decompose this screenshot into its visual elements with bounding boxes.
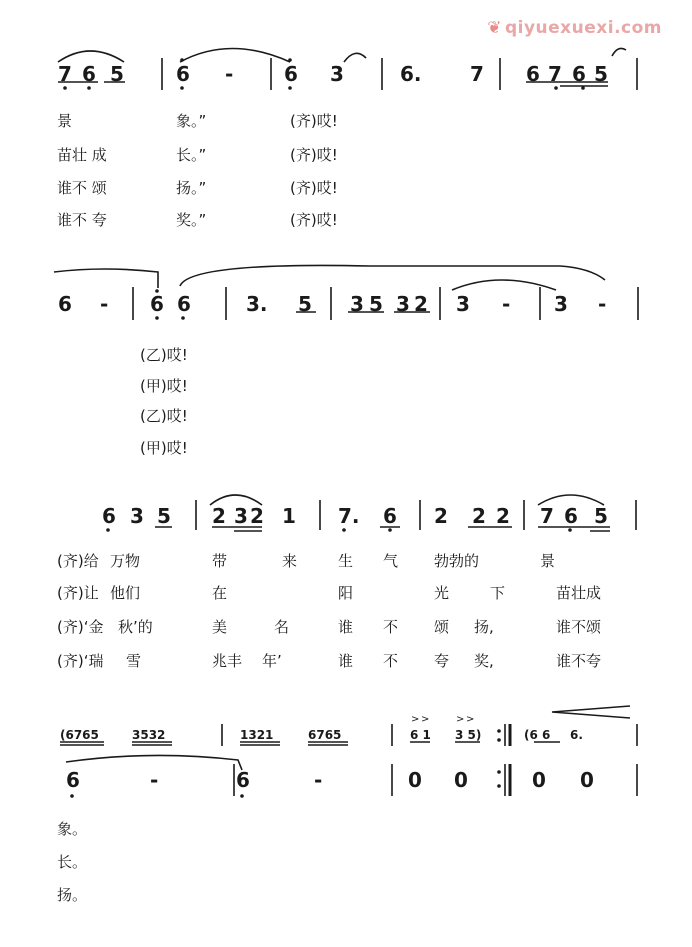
accomp-group: 6. [570, 728, 583, 742]
lyric-line: (甲)哎! [140, 439, 188, 457]
accent-mark: > [466, 714, 475, 725]
note: 7. [338, 504, 360, 528]
note: 5 [298, 292, 312, 316]
accomp-group: (6 6 [524, 728, 551, 742]
note: 0 [454, 768, 468, 792]
lyric: 不 [383, 618, 399, 636]
note: 2 [434, 504, 448, 528]
note: 3 [330, 62, 344, 86]
lyric: 谁不夸 [556, 652, 602, 670]
accomp-group: (6765 [60, 728, 99, 742]
lyric: 阳 [338, 584, 354, 602]
note: 2 [212, 504, 226, 528]
note: - [502, 292, 511, 316]
lyric-b: 长。” [176, 146, 207, 164]
note: - [150, 768, 159, 792]
lyric: 他们 [110, 584, 141, 602]
note: 3 [234, 504, 248, 528]
lyric: 谁 [338, 618, 354, 636]
lyric-a: 苗壮 成 [57, 146, 107, 164]
lyric-c: (齐)哎! [290, 112, 338, 130]
lyric: 来 [282, 552, 298, 570]
lyric: (齐)‘金 [57, 618, 104, 636]
note: 6 [66, 768, 80, 792]
note: 3 [350, 292, 364, 316]
lyric-line: 象。 [57, 820, 88, 838]
lyric: 带 [212, 552, 228, 570]
note: - [314, 768, 323, 792]
lyric: 不 [383, 652, 399, 670]
lyric: 光 [434, 584, 450, 602]
note: 6 [58, 292, 72, 316]
leaf-icon: ❦ [487, 18, 502, 38]
lyric: 名 [274, 618, 290, 636]
note: 6 [102, 504, 116, 528]
lyric: 美 [212, 618, 228, 636]
lyric: 奖, [474, 652, 494, 670]
note: 6 [383, 504, 397, 528]
accomp-group: 1321 [240, 728, 274, 742]
note: 3 [456, 292, 470, 316]
note: 6 [176, 62, 190, 86]
note: 5 [110, 62, 124, 86]
lyric: 扬, [474, 618, 494, 636]
accomp-group: 6765 [308, 728, 342, 742]
note: 6 [177, 292, 191, 316]
note: 7 [548, 62, 562, 86]
note: 7 [58, 62, 72, 86]
lyric: 气 [383, 552, 399, 570]
lyric: 苗壮成 [556, 584, 602, 602]
lyric-b: 象。” [176, 112, 207, 130]
lyric-b: 奖。” [176, 211, 207, 229]
note: 2 [496, 504, 510, 528]
note: 5 [594, 504, 608, 528]
note: 2 [472, 504, 486, 528]
note: 3 [396, 292, 410, 316]
lyric: 万物 [110, 552, 141, 570]
lyric: 夸 [434, 652, 450, 670]
note: 3 [130, 504, 144, 528]
note: - [100, 292, 109, 316]
lyric-c: (齐)哎! [290, 146, 338, 164]
note: - [598, 292, 607, 316]
lyric: 雪 [126, 652, 142, 670]
lyric-a: 谁不 夸 [57, 211, 107, 229]
lyric: (齐)让 [57, 584, 99, 602]
note: 2 [414, 292, 428, 316]
lyric: 景 [540, 552, 556, 570]
lyric: 颂 [434, 618, 450, 636]
note: 6 [572, 62, 586, 86]
note: 2 [250, 504, 264, 528]
note: 6 [564, 504, 578, 528]
note: 7 [470, 62, 484, 86]
note: 7 [540, 504, 554, 528]
note: 3 [554, 292, 568, 316]
lyric: 在 [212, 584, 228, 602]
note: 0 [580, 768, 594, 792]
note: 6. [400, 62, 422, 86]
accent-mark: > [411, 714, 420, 725]
note: 5 [369, 292, 383, 316]
lyric: (齐)‘瑞 [57, 652, 104, 670]
note: 0 [532, 768, 546, 792]
note: 6 [82, 62, 96, 86]
note: 6 [284, 62, 298, 86]
watermark-text: qiyuexuexi.com [504, 18, 662, 38]
note: 1 [282, 504, 296, 528]
lyric-line: (甲)哎! [140, 377, 188, 395]
accent-mark: > [421, 714, 430, 725]
note: 6 [150, 292, 164, 316]
lyric: 谁不颂 [556, 618, 602, 636]
lyric: 兆丰 [212, 652, 243, 670]
lyric-b: 扬。” [176, 179, 207, 197]
accomp-group: 6 1 [410, 728, 431, 742]
lyric: (齐)给 [57, 552, 99, 570]
lyric: 生 [338, 552, 354, 570]
lyric-a: 景 [57, 112, 73, 130]
lyric-c: (齐)哎! [290, 211, 338, 229]
accomp-group: 3 5) [455, 728, 482, 742]
note: 0 [408, 768, 422, 792]
lyric: 年’ [262, 652, 282, 670]
lyric-a: 谁不 颂 [57, 179, 107, 197]
lyric-line: (乙)哎! [140, 346, 188, 364]
accomp-group: 3532 [132, 728, 166, 742]
note: - [225, 62, 234, 86]
lyric: 秋’的 [118, 618, 153, 636]
lyric: 谁 [338, 652, 354, 670]
note: 6 [526, 62, 540, 86]
accent-mark: > [456, 714, 465, 725]
lyric-line: 长。 [57, 853, 88, 871]
note: 3. [246, 292, 268, 316]
lyric-line: (乙)哎! [140, 407, 188, 425]
lyric-line: 扬。 [57, 886, 88, 904]
lyric: 勃勃的 [434, 552, 480, 570]
note: 5 [157, 504, 171, 528]
note: 5 [594, 62, 608, 86]
lyric: 下 [490, 584, 506, 602]
note: 6 [236, 768, 250, 792]
lyric-c: (齐)哎! [290, 179, 338, 197]
